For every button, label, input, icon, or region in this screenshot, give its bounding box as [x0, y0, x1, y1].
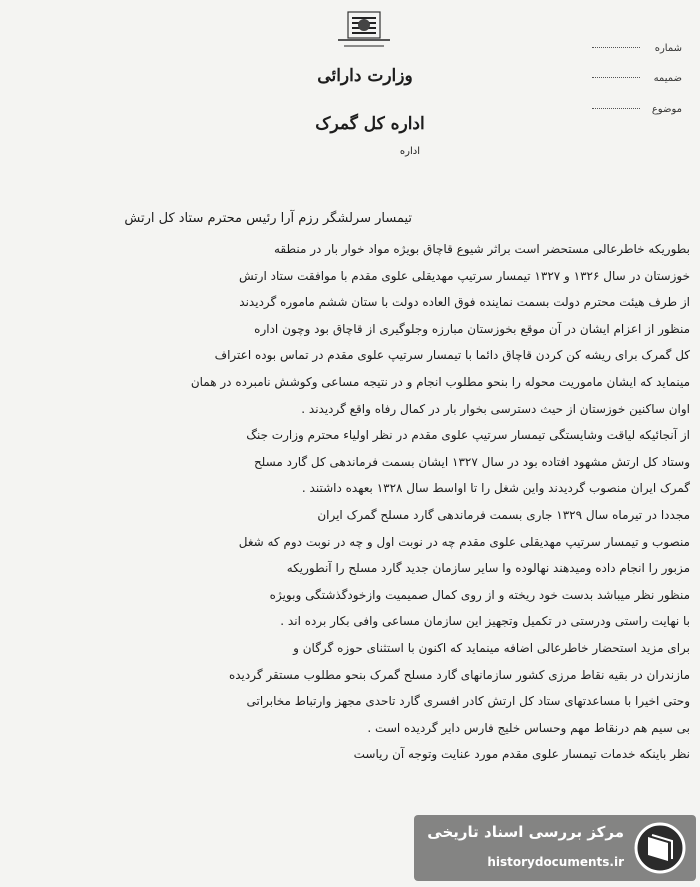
office-title: اداره کل گمرک — [315, 114, 425, 134]
body-line: مینماید که ایشان ماموریت محوله را بنحو مطلوب انجام و در نتیجه مساعی وکوشش نامبرده در همان — [190, 374, 690, 389]
body-line: منظور نظر میباشد بدست خود ریخته و از روی کمال صمیمیت وازخودگذشتگی وبویژه — [269, 587, 690, 602]
body-line: با نهایت راستی ودرستی در تکمیل وتجهیز این سازمان مساعی وافی بکار برده اند . — [280, 614, 690, 629]
body-line: کل گمرک برای ریشه کن کردن قاچاق دائما با تیمسار سرتیپ علوی مقدم در تماس بوده اعتراف — [214, 348, 690, 363]
number-line — [592, 47, 640, 48]
letter-body — [20, 236, 690, 768]
emblem-icon — [334, 8, 394, 54]
body-line: گمرک ایران منصوب گردیدند واین شغل را تا اواسط سال ۱۳۲۸ بعهده داشتند . — [301, 481, 690, 496]
body-line: وحتی اخیرا با مساعدتهای ستاد کل ارتش کادر افسری گارد تاحدی مجهز وارتباط مخابراتی — [246, 694, 690, 709]
body-line: اوان ساکنین خوزستان از حیث دسترسی بخوار بار در کمال رفاه واقع گردیدند . — [301, 401, 690, 416]
ministry-title: وزارت دارائی — [317, 66, 413, 86]
body-line: مجددا در تیرماه سال ۱۳۲۹ جاری بسمت فرماندهی گارد مسلح گمرک ایران — [317, 507, 690, 522]
body-line: از آنجائیکه لیاقت وشایستگی تیمسار سرتیپ علوی مقدم در نظر اولیاء محترم وزارت جنگ — [246, 428, 690, 443]
body-line: منظور از اعزام ایشان در آن موقع بخوزستان مبارزه وجلوگیری از قاچاق بود وچون اداره — [254, 321, 690, 336]
number-field — [592, 36, 682, 54]
attachment-field — [592, 66, 682, 84]
body-line: مزبور را انجام داده ومیدهند نهالوده وا سایر سازمان جدید گارد مسلح را آنطوریکه — [286, 561, 690, 576]
body-line: مازندران در بقیه نقاط مرزی کشور سازمانهای گارد مسلح گمرک بنحو مطلوب مستقر گردیده — [228, 667, 690, 682]
watermark — [414, 815, 696, 881]
body-line: برای مزید استحضار خاطرعالی اضافه مینماید که اکنون با استثنای حوزه گرگان و — [293, 640, 690, 655]
body-line: خوزستان در سال ۱۳۲۶ و ۱۳۲۷ تیمسار سرتیپ مهدیقلی علوی مقدم با موافقت ستاد ارتش — [239, 268, 690, 283]
archive-logo-icon — [632, 821, 688, 875]
body-line: بطوریکه خاطرعالی مستحضر است براثر شیوع قاچاق بویژه مواد خوار بار در منطقه — [273, 242, 690, 256]
body-line: وستاد کل ارتش مشهود افتاده بود در سال ۱۳۲۷ ایشان بسمت فرماندهی کل گارد مسلح — [253, 454, 690, 469]
body-line: نظر باینکه خدمات تیمسار علوی مقدم مورد عنایت وتوجه آن ریاست — [353, 747, 690, 762]
subject-field — [592, 97, 682, 115]
attachment-label: ضمیمه — [653, 73, 682, 84]
body-line: از طرف هیئت محترم دولت بسمت نماینده فوق العاده دولت با ستان ششم ماموره گردیدند — [239, 295, 690, 310]
subject-line — [592, 108, 640, 109]
body-line: منصوب و تیمسار سرتیپ مهدیقلی علوی مقدم چه در نوبت اول و چه در نوبت دوم که شغل — [238, 534, 690, 549]
number-label: شماره — [654, 43, 682, 54]
body-line: بی سیم هم درنقاط مهم وحساس خلیج فارس دایر گردیده است . — [367, 720, 690, 735]
department-label: اداره — [399, 146, 420, 157]
salutation: تیمسار سرلشگر رزم آرا رئیس محترم ستاد کل ارتش — [124, 211, 412, 226]
subject-label: موضوع — [651, 104, 682, 115]
attachment-line — [592, 77, 640, 78]
watermark-text: مرکز بررسی اسناد تاریخی — [427, 823, 624, 841]
watermark-url: historydocuments.ir — [487, 855, 624, 869]
